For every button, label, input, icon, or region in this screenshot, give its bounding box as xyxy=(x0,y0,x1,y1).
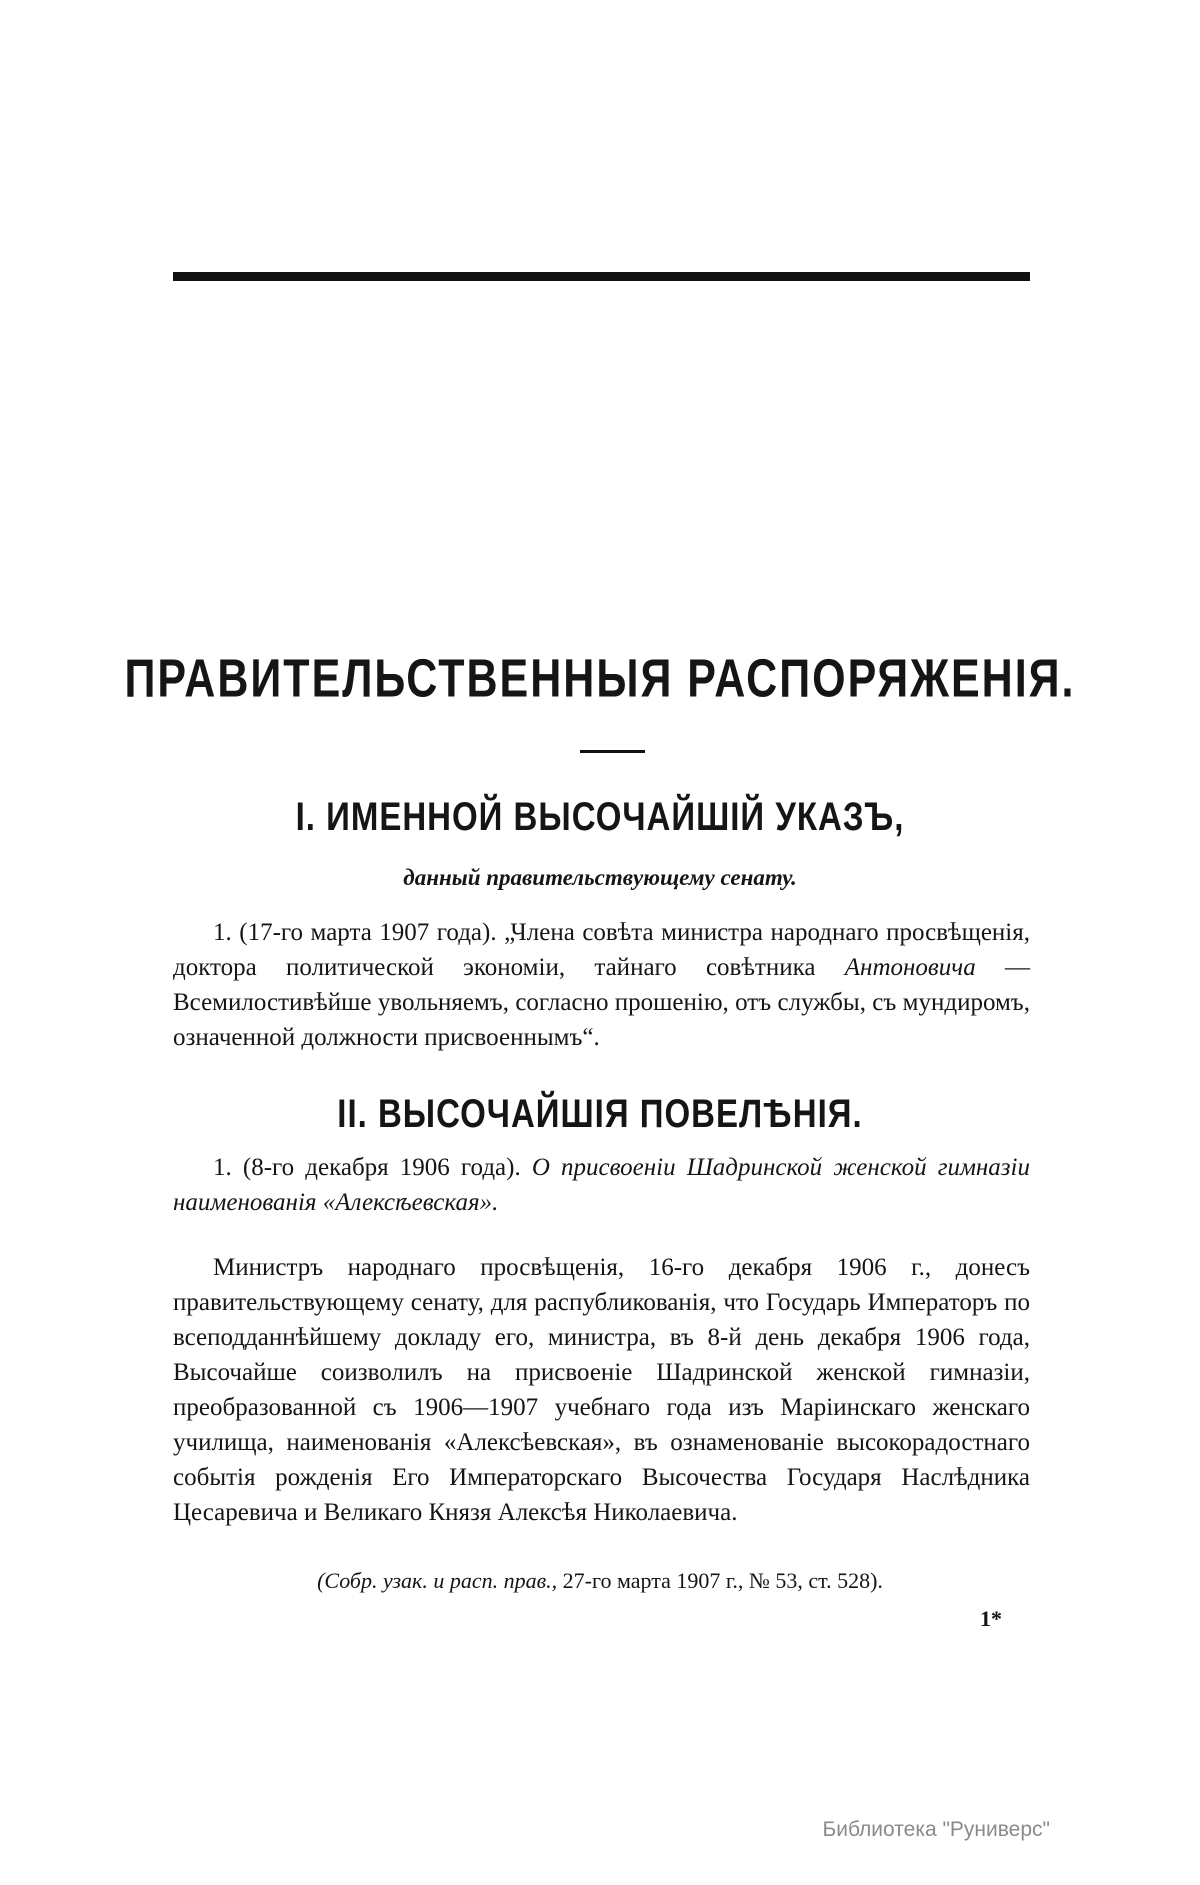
paragraph-text-end: — Всемилостивѣйше увольняемъ, согласно прошенію, отъ службы, съ мундиромъ, означенной должности присвоеннымъ“. xyxy=(173,954,1030,1051)
top-rule xyxy=(173,272,1030,281)
citation xyxy=(0,1568,1200,1594)
section-1-subtitle: данный правительствующему сенату. xyxy=(403,865,797,890)
page-title: ПРАВИТЕЛЬСТВЕННЫЯ РАСПОРЯЖЕНІЯ. xyxy=(124,648,1076,709)
library-watermark: Библиотека "Руниверс" xyxy=(822,1818,1050,1841)
citation-source: (Собр. узак. и расп. прав., xyxy=(317,1568,558,1593)
paragraph-number: 1. (8-го декабря 1906 года). xyxy=(213,1154,521,1181)
paragraph-title: О присвоеніи Шадринской женской гимназіи наименованія «Алексѣевская». xyxy=(173,1154,1031,1216)
section-1-heading: I. ИМЕННОЙ ВЫСОЧАЙШІЙ УКАЗЪ, xyxy=(295,794,905,839)
section-2-heading: II. ВЫСОЧАЙШІЯ ПОВЕЛѢНІЯ. xyxy=(337,1091,863,1136)
title-divider xyxy=(580,750,645,753)
paragraph-name: Антоновича xyxy=(844,954,976,981)
citation-details: 27-го марта 1907 г., № 53, ст. 528). xyxy=(557,1568,883,1593)
section-2-paragraph-1 xyxy=(173,1150,1030,1220)
section-1-paragraph xyxy=(173,915,1030,1055)
paragraph-number: 1. (17-го марта 1907 года). xyxy=(213,919,497,946)
section-2-paragraph-2: Министръ народнаго просвѣщенія, 16-го декабря 1906 г., донесъ правительствующему сенату, для распубликованія, что Государь Императоръ по всеподданнѣйшему докладу его, министра, въ 8-й день декабря 1906 года, Высочайше соизволилъ на присвоеніе Шадринской женской гимназіи, преобразованной съ 1906—1907 учебнаго года изъ Маріинскаго женскаго училища, наименованія «Алексѣевская», въ ознаменованіе высокорадостнаго событія рожденія Его Императорскаго Высочества Государя Наслѣдника Цесаревича и Великаго Князя Алексѣя Николаевича. xyxy=(173,1254,1030,1526)
paragraph-text: „Члена совѣта министра народнаго просвѣщенія, доктора политической экономіи, тайнаго совѣтника xyxy=(173,919,1030,981)
page-signature: 1* xyxy=(980,1606,1002,1631)
